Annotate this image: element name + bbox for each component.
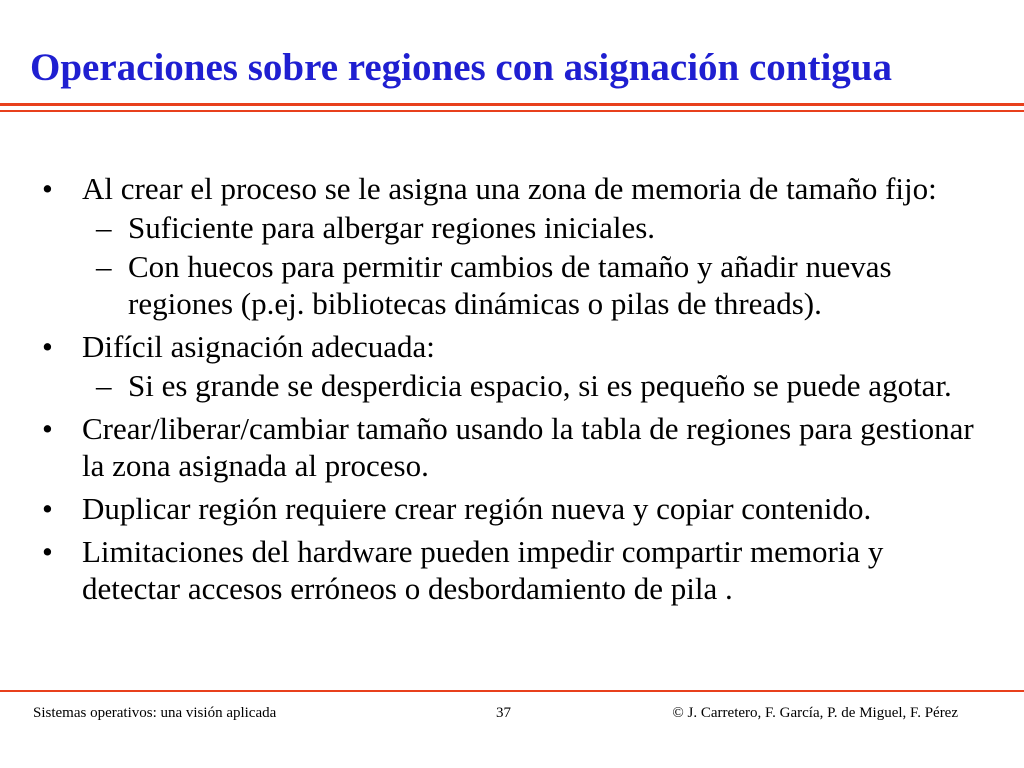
- bullet-icon: •: [42, 329, 53, 364]
- footer-divider: [0, 690, 1024, 692]
- slide-title: Operaciones sobre regiones con asignación contigua: [30, 46, 892, 89]
- bullet-item: [0, 170, 1024, 322]
- dash-icon: –: [96, 210, 112, 245]
- footer-authors: © J. Carretero, F. García, P. de Miguel, F. Pérez: [672, 705, 958, 721]
- bullet-item: [0, 410, 1024, 484]
- bullet-item: [0, 328, 1024, 404]
- sub-text: Con huecos para permitir cambios de tamaño y añadir nuevas regiones (p.ej. bibliotecas dinámicas o pilas de threads).: [128, 249, 892, 321]
- bullet-item: [0, 490, 1024, 527]
- dash-icon: –: [96, 249, 112, 284]
- sub-item: [0, 248, 1024, 322]
- title-divider-thin: [0, 110, 1024, 112]
- bullet-icon: •: [42, 534, 53, 569]
- bullet-text: Crear/liberar/cambiar tamaño usando la tabla de regiones para gestionar la zona asignada al proceso.: [82, 411, 974, 483]
- bullet-text: Limitaciones del hardware pueden impedir compartir memoria y detectar accesos erróneos o desbordamiento de pila .: [82, 534, 884, 606]
- footer-page-number: 37: [496, 705, 511, 721]
- bullet-item: [0, 533, 1024, 607]
- dash-icon: –: [96, 368, 112, 403]
- bullet-icon: •: [42, 411, 53, 446]
- sub-list: [0, 367, 1024, 404]
- sub-text: Suficiente para albergar regiones iniciales.: [128, 210, 656, 245]
- title-divider-thick: [0, 103, 1024, 106]
- bullet-text: Difícil asignación adecuada:: [82, 329, 435, 364]
- sub-text: Si es grande se desperdicia espacio, si es pequeño se puede agotar.: [128, 368, 952, 403]
- bullet-text: Duplicar región requiere crear región nueva y copiar contenido.: [82, 491, 872, 526]
- sub-list: [0, 209, 1024, 322]
- bullet-text: Al crear el proceso se le asigna una zona de memoria de tamaño fijo:: [82, 171, 937, 206]
- bullet-list: [0, 170, 1024, 613]
- sub-item: [0, 367, 1024, 404]
- bullet-icon: •: [42, 491, 53, 526]
- bullet-icon: •: [42, 171, 53, 206]
- sub-item: [0, 209, 1024, 246]
- footer-book-title: Sistemas operativos: una visión aplicada: [33, 705, 277, 721]
